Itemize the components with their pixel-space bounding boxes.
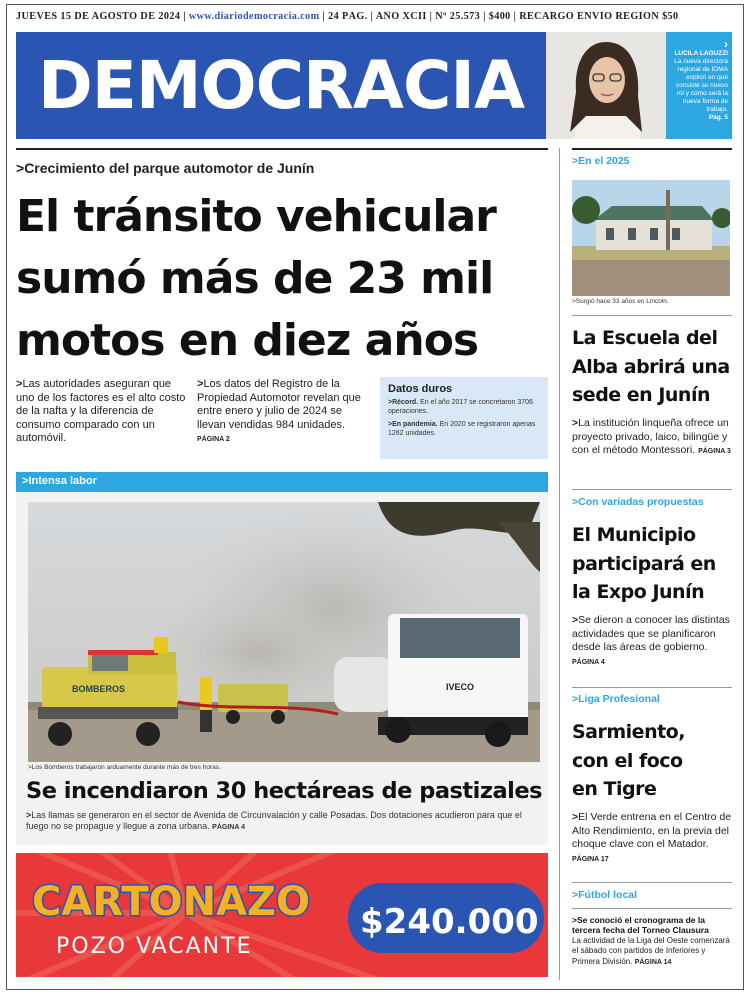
banner-amount: $240.000: [360, 902, 539, 942]
divider: [572, 882, 732, 883]
fire-body: >Las llamas se generaron en el sector de Avenida de Circunvalación y calle Posadas. Dos dotaciones acudieron para que el fuego no se propague y llegue a zona urbana. PÁGINA 4: [26, 810, 522, 831]
sidebar-body: >El Verde entrena en el Centro de Alto Rendimiento, en la previa del choque clave con el Matador. PÁGINA 17: [572, 811, 732, 863]
school-photo[interactable]: [572, 180, 730, 296]
photo-caption: >Los Bomberos trabajaron arduamente durante más de tres horas.: [28, 764, 221, 771]
price: $400: [488, 11, 511, 22]
woman-portrait-icon: [546, 32, 666, 139]
sidebar-caption: >Surgió hace 33 años en Lincoln.: [572, 298, 669, 305]
sidebar-kicker-text: En el 2025: [578, 155, 630, 167]
sidebar-headline[interactable]: [572, 718, 734, 804]
headline-line: motos en diez años: [16, 315, 479, 366]
divider: [572, 315, 732, 316]
sidebar-kicker-text: Con variadas propuestas: [578, 496, 704, 508]
sidebar-headline[interactable]: [572, 324, 734, 410]
page-ref: PÁGINA 3: [698, 448, 731, 456]
cartonazo-ad[interactable]: [16, 853, 548, 977]
headline-line: Sarmiento,: [572, 721, 685, 743]
headline-line: participará en: [572, 552, 716, 575]
banner-brand: CARTONAZO: [32, 879, 311, 925]
school-building-icon: [572, 180, 730, 296]
headline-line: Alba abrirá una: [572, 355, 730, 378]
main-col1: >Las autoridades aseguran que uno de los factores es el alto costo de la nafta y la diferencia de consumo comparado con un automóvil.: [16, 378, 186, 445]
headline-line: sede en Junín: [572, 384, 710, 406]
promo-text: La nueva directora regional de IOMA explicó en qué consiste su nuevo rol y cómo será la nueva forma de trabajo.: [674, 58, 728, 113]
page-ref: PÁGINA 14: [634, 958, 672, 966]
headline-line: sumó más de 23 mil: [16, 253, 494, 304]
sidebar-body-text: Se dieron a conocer las distintas actividades que se planificaron desde las áreas de gobierno.: [572, 614, 730, 654]
brief-title-text: Se conoció el cronograma de la tercera fecha del Torneo Clausura: [572, 915, 709, 936]
promo-portrait[interactable]: [546, 32, 666, 139]
main-col1-text: Las autoridades aseguran que uno de los factores es el alto costo de la nafta y la diferencia de consumo comparado con un automóvil.: [16, 378, 186, 445]
fire-body-text: Las llamas se generaron en el sector de Avenida de Circunvalación y calle Posadas. Dos dotaciones acudieron para que el fuego no se propague y llegue a zona urbana.: [26, 810, 522, 831]
headline-line: la Expo Junín: [572, 581, 705, 603]
website-link[interactable]: www.diariodemocracia.com: [188, 11, 320, 22]
main-kicker-text: Crecimiento del parque automotor de Junín: [24, 160, 315, 176]
sidebar-body-text: El Verde entrena en el Centro de Alto Rendimiento, en la previa del choque clave con el Matador.: [572, 811, 732, 851]
caption-text: Los Bomberos trabajaron arduamente durante más de tres horas.: [31, 764, 221, 771]
divider: [572, 687, 732, 688]
sidebar-body-text: La institución linqueña ofrece un proyecto privado, laico, bilingüe y con el método Montessori.: [572, 417, 729, 457]
promo-name: LUCILA LAGUZZI: [674, 50, 728, 57]
main-col2-text: Los datos del Registro de la Propiedad Automotor revelan que entre enero y julio de 2024 se llevan vendidas 984 unidades.: [197, 378, 361, 431]
banner-subtitle: POZO VACANTE: [56, 934, 253, 959]
truck-label: BOMBEROS: [72, 684, 126, 694]
fire-trucks-photo-icon: [28, 502, 540, 762]
data-item-label: Récord.: [392, 399, 419, 406]
page-ref: PÁGINA 17: [572, 855, 609, 863]
main-headline[interactable]: [16, 186, 546, 372]
truck-brand: IVECO: [446, 682, 475, 692]
data-item-label: En pandemia.: [392, 421, 438, 428]
sidebar-body: >La institución linqueña ofrece un proyecto privado, laico, bilingüe y con el método Montessori. PÁGINA 3: [572, 417, 731, 457]
main-col2: >Los datos del Registro de la Propiedad Automotor revelan que entre enero y julio de 2024 se llevan vendidas 984 unidades. PÁGINA 2: [197, 378, 361, 444]
data-item: >Récord. En el año 2017 se concretaron 3706 operaciones.: [388, 399, 533, 415]
divider: [572, 489, 732, 490]
section-bar: >Intensa labor: [16, 472, 548, 492]
column-divider: [559, 148, 560, 980]
page-ref: PÁGINA 2: [197, 436, 230, 444]
headline-line: en Tigre: [572, 778, 657, 800]
edition-date: JUEVES 15 DE AGOSTO DE 2024: [16, 11, 181, 22]
data-box-title: Datos duros: [388, 383, 453, 395]
data-item-text: En 2020 se registraron apenas 1262 unidades.: [388, 421, 536, 437]
headline-line: La Escuela del: [572, 327, 718, 349]
divider: [16, 148, 548, 150]
data-item: >En pandemia. En 2020 se registraron apenas 1262 unidades.: [388, 421, 536, 437]
chevron-right-icon: ›: [724, 37, 728, 51]
divider: [572, 148, 732, 150]
newspaper-logo[interactable]: DEMOCRACIA: [37, 47, 525, 124]
brief-body-text: La actividad de la Liga del Oeste comenzará el sábado con partidos de Inferiores y Primera División.: [572, 936, 730, 966]
shipping-surcharge: RECARGO ENVÍO REGIÓN $50: [519, 11, 679, 22]
sidebar-kicker: >En el 2025: [572, 155, 630, 167]
sidebar-kicker: >Fútbol local: [572, 889, 638, 901]
edition-info-bar: JUEVES 15 DE AGOSTO DE 2024 | www.diariodemocracia.com | 24 PÁG. | AÑO XCII | Nº 25.573 | $400 | RECARGO ENVÍO REGIÓN $50: [16, 11, 679, 22]
sidebar-kicker-text: Fútbol local: [578, 889, 638, 901]
issue-number: Nº 25.573: [435, 11, 481, 22]
lottery-banner-icon: [16, 853, 548, 977]
page-count: 24 PÁG.: [328, 11, 368, 22]
sidebar-brief-body: [572, 936, 732, 968]
sidebar-kicker: >Con variadas propuestas: [572, 496, 704, 508]
sidebar-kicker: >Liga Profesional: [572, 693, 660, 705]
main-kicker: [16, 160, 546, 176]
headline-line: El tránsito vehicular: [16, 191, 496, 242]
sidebar-brief-title[interactable]: >Se conoció el cronograma de la tercera fecha del Torneo Clausura: [572, 915, 709, 936]
sidebar-body: >Se dieron a conocer las distintas actividades que se planificaron desde las áreas de gobierno. PÁGINA 4: [572, 614, 730, 666]
promo-page: Pág. 5: [708, 114, 728, 121]
sidebar-kicker-text: Liga Profesional: [578, 693, 660, 705]
fire-headline[interactable]: Se incendiaron 30 hectáreas de pastizales: [26, 778, 543, 804]
sidebar-headline[interactable]: [572, 521, 734, 607]
sidebar-caption-text: Surgió hace 33 años en Lincoln.: [575, 298, 669, 305]
divider: [572, 908, 732, 909]
kicker-arrow-icon: >: [16, 160, 25, 176]
headline-line: El Municipio: [572, 524, 696, 546]
year-number: AÑO XCII: [375, 11, 427, 22]
promo-box[interactable]: [666, 32, 732, 139]
page-ref: PÁGINA 4: [572, 658, 605, 666]
headline-line: con el foco: [572, 749, 683, 772]
fire-photo[interactable]: [28, 502, 540, 762]
section-label: Intensa labor: [28, 475, 97, 487]
page-ref: PÁGINA 4: [212, 824, 245, 831]
data-item-text: En el año 2017 se concretaron 3706 operaciones.: [388, 399, 533, 415]
data-box: [380, 377, 548, 459]
